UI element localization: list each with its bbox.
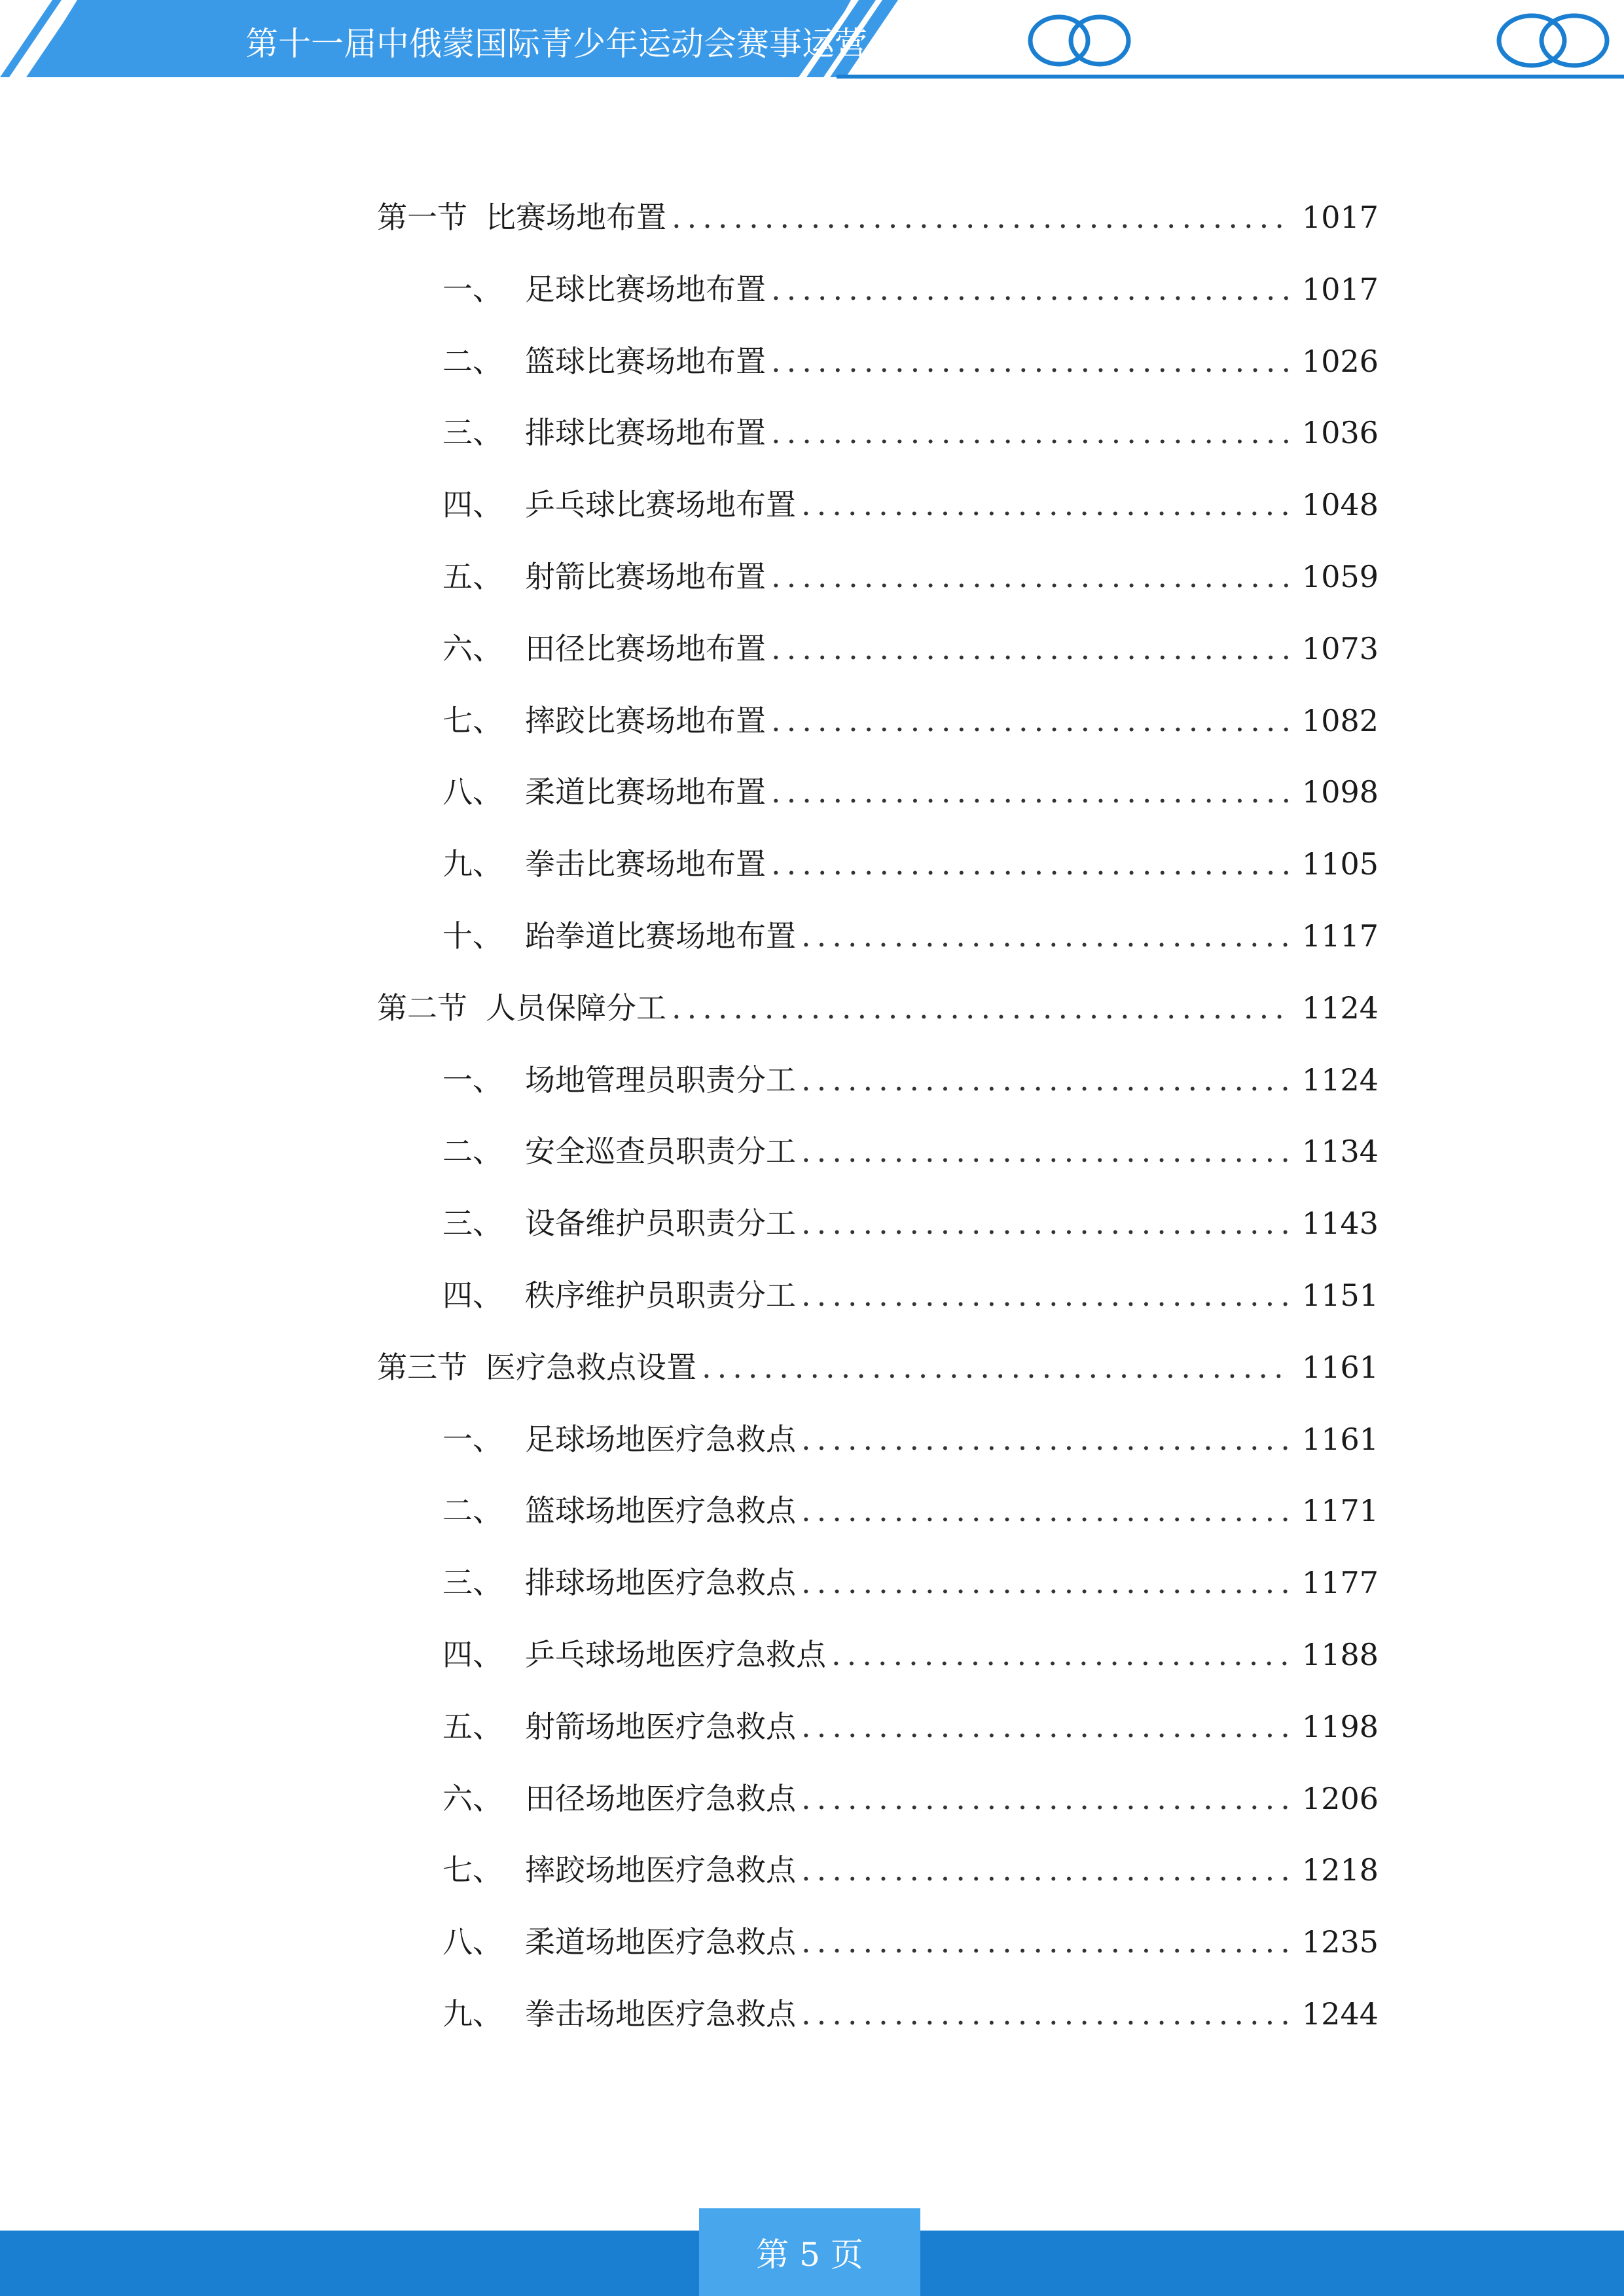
toc-dot-leader	[801, 478, 1291, 531]
toc-entry-number: 六、	[442, 1781, 503, 1816]
toc-entry-page: 1124	[1301, 990, 1379, 1026]
toc-entry-page: 1105	[1301, 846, 1379, 882]
header-rule	[837, 75, 1624, 79]
toc-dot-leader	[801, 1197, 1291, 1249]
toc-entry-title: 柔道场地医疗急救点	[525, 1924, 796, 1960]
toc-entry-page: 1177	[1301, 1565, 1379, 1600]
toc-item-entry[interactable]	[442, 1916, 1379, 1968]
toc-dot-leader	[771, 335, 1291, 387]
toc-item-entry[interactable]	[442, 1988, 1379, 2040]
toc-entry-number: 八、	[442, 774, 503, 810]
toc-entry-title: 跆拳道比赛场地布置	[525, 918, 796, 954]
toc-dot-leader	[771, 263, 1291, 315]
toc-section-entry[interactable]	[377, 1341, 1379, 1393]
toc-dot-leader	[771, 622, 1291, 675]
toc-entry-page: 1082	[1301, 703, 1379, 738]
toc-item-entry[interactable]	[442, 1484, 1379, 1537]
toc-item-entry[interactable]	[442, 550, 1379, 603]
toc-entry-page: 1161	[1301, 1350, 1379, 1385]
toc-entry-number: 四、	[442, 1637, 503, 1672]
toc-item-entry[interactable]	[442, 622, 1379, 675]
toc-item-entry[interactable]	[442, 1772, 1379, 1825]
toc-entry-page: 1134	[1301, 1134, 1379, 1169]
toc-entry-number: 一、	[442, 272, 503, 307]
toc-dot-leader	[801, 1772, 1291, 1825]
toc-entry-page: 1098	[1301, 774, 1379, 810]
toc-entry-number: 八、	[442, 1924, 503, 1960]
toc-item-entry[interactable]	[442, 406, 1379, 459]
toc-entry-number: 一、	[442, 1062, 503, 1098]
toc-dot-leader	[771, 550, 1291, 603]
toc-entry-page: 1218	[1301, 1852, 1379, 1888]
toc-dot-leader	[801, 1988, 1291, 2040]
toc-dot-leader	[702, 1341, 1291, 1393]
toc-entry-title: 拳击场地医疗急救点	[525, 1996, 796, 2032]
toc-entry-page: 1151	[1301, 1278, 1379, 1313]
toc-dot-leader	[771, 406, 1291, 459]
toc-entry-title: 场地管理员职责分工	[525, 1062, 796, 1098]
toc-entry-page: 1026	[1301, 344, 1379, 379]
toc-dot-leader	[801, 1844, 1291, 1896]
toc-entry-page: 1244	[1301, 1996, 1379, 2032]
document-title: 第十一届中俄蒙国际青少年运动会赛事运营	[245, 25, 867, 63]
toc-entry-number: 一、	[442, 1422, 503, 1457]
toc-item-entry[interactable]	[442, 1197, 1379, 1249]
toc-dot-leader	[801, 1269, 1291, 1321]
toc-item-entry[interactable]	[442, 1628, 1379, 1681]
toc-item-entry[interactable]	[442, 1556, 1379, 1609]
page-header	[0, 0, 1624, 85]
toc-entry-number: 四、	[442, 1278, 503, 1313]
toc-entry-title: 足球场地医疗急救点	[525, 1422, 796, 1457]
toc-dot-leader	[771, 694, 1291, 747]
toc-item-entry[interactable]	[442, 838, 1379, 890]
toc-entry-page: 1048	[1301, 487, 1379, 522]
toc-entry-page: 1073	[1301, 631, 1379, 666]
toc-entry-page: 1161	[1301, 1422, 1379, 1457]
toc-item-entry[interactable]	[442, 263, 1379, 315]
toc-dot-leader	[801, 1556, 1291, 1609]
toc-dot-leader	[801, 1125, 1291, 1177]
toc-entry-title: 医疗急救点设置	[486, 1350, 696, 1385]
toc-item-entry[interactable]	[442, 766, 1379, 818]
toc-entry-number: 九、	[442, 1996, 503, 2032]
toc-entry-page: 1059	[1301, 559, 1379, 594]
toc-entry-page: 1143	[1301, 1206, 1379, 1241]
double-ring-icon	[1499, 16, 1607, 65]
toc-dot-leader	[801, 1700, 1291, 1753]
toc-entry-title: 摔跤场地医疗急救点	[525, 1852, 796, 1888]
toc-section-entry[interactable]	[377, 982, 1379, 1034]
toc-entry-title: 篮球场地医疗急救点	[525, 1493, 796, 1528]
toc-entry-page: 1117	[1301, 918, 1379, 954]
toc-item-entry[interactable]	[442, 1054, 1379, 1106]
toc-entry-title: 乒乓球场地医疗急救点	[525, 1637, 826, 1672]
toc-entry-title: 设备维护员职责分工	[525, 1206, 796, 1241]
toc-entry-number: 二、	[442, 344, 503, 379]
toc-section-entry[interactable]	[377, 191, 1379, 243]
toc-item-entry[interactable]	[442, 1844, 1379, 1896]
toc-dot-leader	[801, 1413, 1291, 1465]
toc-entry-title: 足球比赛场地布置	[525, 272, 766, 307]
toc-entry-title: 田径比赛场地布置	[525, 631, 766, 666]
page-number: 第 5 页	[756, 2236, 863, 2274]
toc-entry-title: 射箭比赛场地布置	[525, 559, 766, 594]
toc-entry-number: 二、	[442, 1493, 503, 1528]
toc-dot-leader	[771, 838, 1291, 890]
toc-entry-number: 二、	[442, 1134, 503, 1169]
toc-entry-title: 安全巡查员职责分工	[525, 1134, 796, 1169]
toc-entry-title: 摔跤比赛场地布置	[525, 703, 766, 738]
toc-entry-title: 射箭场地医疗急救点	[525, 1709, 796, 1744]
toc-entry-title: 乒乓球比赛场地布置	[525, 487, 796, 522]
toc-item-entry[interactable]	[442, 335, 1379, 387]
toc-item-entry[interactable]	[442, 1125, 1379, 1177]
toc-entry-number: 三、	[442, 1565, 503, 1600]
toc-entry-number: 九、	[442, 846, 503, 882]
toc-entry-number: 第三节	[377, 1350, 467, 1385]
toc-entry-page: 1036	[1301, 415, 1379, 450]
toc-item-entry[interactable]	[442, 1700, 1379, 1753]
toc-entry-number: 六、	[442, 631, 503, 666]
toc-entry-number: 七、	[442, 703, 503, 738]
toc-entry-page: 1206	[1301, 1781, 1379, 1816]
toc-entry-number: 三、	[442, 415, 503, 450]
toc-item-entry[interactable]	[442, 694, 1379, 747]
toc-dot-leader	[801, 1916, 1291, 1968]
toc-entry-number: 三、	[442, 1206, 503, 1241]
toc-entry-title: 排球场地医疗急救点	[525, 1565, 796, 1600]
toc-entry-number: 五、	[442, 559, 503, 594]
toc-entry-number: 第一节	[377, 200, 467, 235]
toc-entry-page: 1017	[1301, 272, 1379, 307]
toc-entry-title: 田径场地医疗急救点	[525, 1781, 796, 1816]
toc-dot-leader	[672, 191, 1291, 243]
toc-entry-page: 1198	[1301, 1709, 1379, 1744]
toc-entry-title: 比赛场地布置	[486, 200, 666, 235]
toc-dot-leader	[771, 766, 1291, 818]
toc-entry-title: 排球比赛场地布置	[525, 415, 766, 450]
toc-entry-title: 秩序维护员职责分工	[525, 1278, 796, 1313]
toc-dot-leader	[672, 982, 1291, 1034]
toc-entry-title: 拳击比赛场地布置	[525, 846, 766, 882]
toc-entry-number: 五、	[442, 1709, 503, 1744]
toc-entry-number: 四、	[442, 487, 503, 522]
toc-dot-leader	[801, 1484, 1291, 1537]
toc-entry-page: 1017	[1301, 200, 1379, 235]
toc-entry-title: 篮球比赛场地布置	[525, 344, 766, 379]
toc-entry-number: 第二节	[377, 990, 467, 1026]
toc-entry-number: 十、	[442, 918, 503, 954]
toc-item-entry[interactable]	[442, 478, 1379, 531]
toc-dot-leader	[801, 1054, 1291, 1106]
toc-entry-page: 1188	[1301, 1637, 1379, 1672]
toc-item-entry[interactable]	[442, 1269, 1379, 1321]
toc-entry-title: 柔道比赛场地布置	[525, 774, 766, 810]
toc-entry-page: 1124	[1301, 1062, 1379, 1098]
toc-entry-title: 人员保障分工	[486, 990, 666, 1026]
toc-dot-leader	[831, 1628, 1291, 1681]
toc-entry-page: 1235	[1301, 1924, 1379, 1960]
toc-entry-number: 七、	[442, 1852, 503, 1888]
toc-item-entry[interactable]	[442, 1413, 1379, 1465]
page-number-tab	[699, 2208, 920, 2296]
toc-dot-leader	[801, 910, 1291, 962]
toc-item-entry[interactable]	[442, 910, 1379, 962]
toc-entry-page: 1171	[1301, 1493, 1379, 1528]
double-ring-icon	[1030, 17, 1128, 64]
